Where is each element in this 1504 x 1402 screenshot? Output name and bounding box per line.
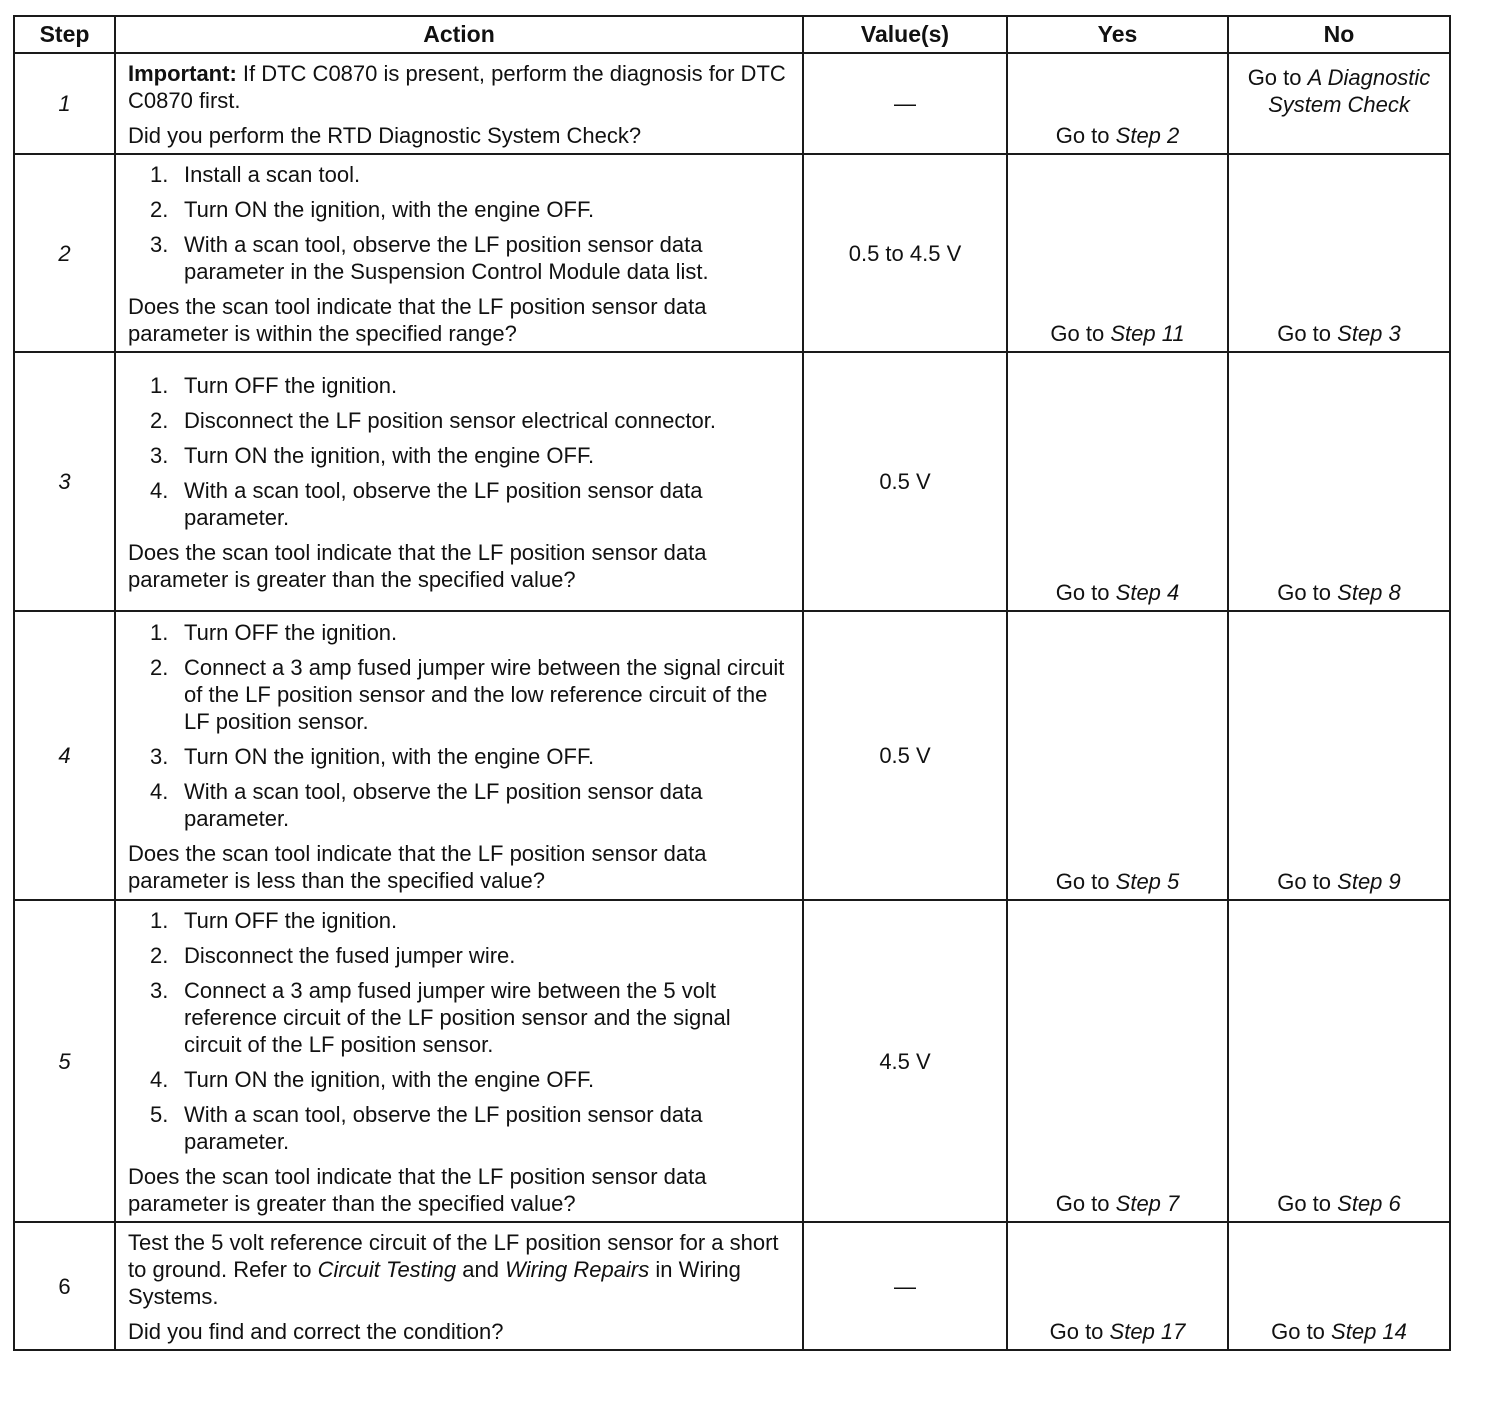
instruction-list xyxy=(128,372,792,531)
action-cell xyxy=(115,154,803,352)
list-item: 4. Turn ON the ignition, with the engine OFF. xyxy=(150,1067,595,1092)
instruction-text: Test the 5 volt reference circuit of the LF position sensor for a short to ground. Refer to Circuit Testing and Wiring Repairs in Wiring Systems. xyxy=(128,1230,779,1309)
no-cell: Go to Step 6 xyxy=(1228,900,1450,1222)
list-item: 4. With a scan tool, observe the LF position sensor data parameter. xyxy=(150,478,703,530)
yes-cell: Go to Step 5 xyxy=(1007,611,1228,900)
list-item: 1. Turn OFF the ignition. xyxy=(150,373,398,398)
yes-cell: Go to Step 7 xyxy=(1007,900,1228,1222)
yes-link[interactable]: Step 7 xyxy=(1115,1191,1180,1216)
step-number: 3 xyxy=(14,352,115,611)
instruction-list xyxy=(128,619,792,832)
value-cell: — xyxy=(803,1222,1007,1350)
value-cell: 0.5 to 4.5 V xyxy=(803,154,1007,352)
table-row xyxy=(14,53,1450,154)
step-number: 2 xyxy=(14,154,115,352)
yes-prefix: Go to xyxy=(1055,123,1110,148)
yes-link[interactable]: Step 2 xyxy=(1115,123,1180,148)
yes-link[interactable]: Step 4 xyxy=(1115,580,1180,605)
important-note xyxy=(128,60,792,114)
yes-link[interactable]: Step 11 xyxy=(1110,321,1185,346)
yes-link[interactable]: Step 17 xyxy=(1109,1319,1186,1344)
question-text: Does the scan tool indicate that the LF position sensor data parameter is within the specified range? xyxy=(128,294,707,346)
step-number: 1 xyxy=(14,53,115,154)
value-cell: 0.5 V xyxy=(803,611,1007,900)
important-text: If DTC C0870 is present, perform the diagnosis for DTC C0870 first. xyxy=(128,61,786,113)
list-item: 1. Turn OFF the ignition. xyxy=(150,620,398,645)
header-row xyxy=(14,16,1450,53)
important-label: Important: xyxy=(128,61,237,86)
list-item: 4. With a scan tool, observe the LF position sensor data parameter. xyxy=(150,779,703,831)
list-item: 2. Disconnect the fused jumper wire. xyxy=(150,943,516,968)
action-cell xyxy=(115,53,803,154)
action-cell xyxy=(115,611,803,900)
yes-cell: Go to Step 4 xyxy=(1007,352,1228,611)
header-step: Step xyxy=(14,16,115,53)
no-cell: Go to Step 3 xyxy=(1228,154,1450,352)
no-cell: Go to Step 8 xyxy=(1228,352,1450,611)
table-row xyxy=(14,352,1450,611)
value-cell: — xyxy=(803,53,1007,154)
list-item: 2. Connect a 3 amp fused jumper wire between the signal circuit of the LF position sensor and the low reference circuit of the LF position sensor. xyxy=(150,655,785,734)
instruction-list xyxy=(128,161,792,285)
value-cell: 0.5 V xyxy=(803,352,1007,611)
value-cell: 4.5 V xyxy=(803,900,1007,1222)
question-text: Does the scan tool indicate that the LF position sensor data parameter is greater than the specified value? xyxy=(128,540,707,592)
no-link[interactable]: Step 14 xyxy=(1331,1319,1407,1344)
list-item: 2. Turn ON the ignition, with the engine OFF. xyxy=(150,197,595,222)
circuit-testing-ref[interactable]: Circuit Testing xyxy=(317,1257,457,1282)
header-yes: Yes xyxy=(1007,16,1228,53)
list-item: 3. Turn ON the ignition, with the engine OFF. xyxy=(150,744,595,769)
yes-cell: Go to Step 17 xyxy=(1007,1222,1228,1350)
no-prefix: Go to xyxy=(1247,65,1302,90)
list-item: 3. Connect a 3 amp fused jumper wire between the 5 volt reference circuit of the LF position sensor and the signal circuit of the LF position sensor. xyxy=(150,978,731,1057)
list-item: 1. Install a scan tool. xyxy=(150,162,361,187)
no-link[interactable]: A Diagnostic System Check xyxy=(1268,65,1431,117)
yes-link[interactable]: Step 5 xyxy=(1115,869,1180,894)
table-row xyxy=(14,154,1450,352)
no-cell: Go to Step 9 xyxy=(1228,611,1450,900)
wiring-repairs-ref[interactable]: Wiring Repairs xyxy=(505,1257,650,1282)
list-item: 3. Turn ON the ignition, with the engine OFF. xyxy=(150,443,595,468)
list-item: 3. With a scan tool, observe the LF position sensor data parameter in the Suspension Control Module data list. xyxy=(150,232,709,284)
header-no: No xyxy=(1228,16,1450,53)
instruction-list xyxy=(128,907,792,1155)
no-cell xyxy=(1228,53,1450,154)
action-cell xyxy=(115,352,803,611)
no-link[interactable]: Step 6 xyxy=(1337,1191,1401,1216)
no-link[interactable]: Step 8 xyxy=(1337,580,1401,605)
question-text: Does the scan tool indicate that the LF position sensor data parameter is greater than the specified value? xyxy=(128,1164,707,1216)
no-cell: Go to Step 14 xyxy=(1228,1222,1450,1350)
step-number: 6 xyxy=(14,1222,115,1350)
table-row xyxy=(14,611,1450,900)
step-number: 4 xyxy=(14,611,115,900)
diagnostic-table xyxy=(13,15,1451,1351)
question-text: Does the scan tool indicate that the LF position sensor data parameter is less than the specified value? xyxy=(128,841,707,893)
no-link[interactable]: Step 3 xyxy=(1337,321,1401,346)
action-cell xyxy=(115,900,803,1222)
question-text: Did you perform the RTD Diagnostic System Check? xyxy=(128,123,642,148)
table-row xyxy=(14,1222,1450,1350)
list-item: 2. Disconnect the LF position sensor electrical connector. xyxy=(150,408,716,433)
yes-cell xyxy=(1007,53,1228,154)
yes-cell: Go to Step 11 xyxy=(1007,154,1228,352)
question-text: Did you find and correct the condition? xyxy=(128,1319,504,1344)
list-item: 5. With a scan tool, observe the LF position sensor data parameter. xyxy=(150,1102,703,1154)
header-values: Value(s) xyxy=(803,16,1007,53)
no-link[interactable]: Step 9 xyxy=(1337,869,1401,894)
header-action: Action xyxy=(115,16,803,53)
action-cell xyxy=(115,1222,803,1350)
table-row xyxy=(14,900,1450,1222)
step-number: 5 xyxy=(14,900,115,1222)
list-item: 1. Turn OFF the ignition. xyxy=(150,908,398,933)
diagnostic-table-container xyxy=(13,15,1449,1351)
